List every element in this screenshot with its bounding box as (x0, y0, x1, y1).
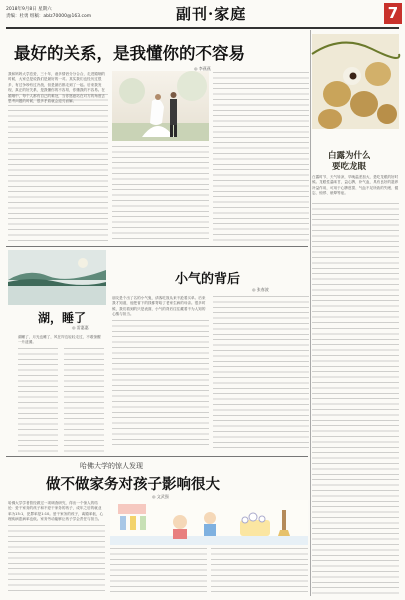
masthead-rule (6, 27, 399, 29)
small-article-headline: 小气的背后 (175, 272, 241, 287)
bottom-col3 (211, 548, 308, 595)
wedding-photo (112, 71, 209, 141)
bottom-col1 (8, 525, 105, 595)
small-article-body: 朋友是个出了名的小气鬼，请客吃饭从来不抢着买单。后来我才知道，他把省下的钱都寄给了老家生病的母亲。很多时候，我们看到的只是表面，小气的背后往往藏着不为人知的心酸与担当。 (112, 296, 206, 317)
poem-body-lines-2 (64, 348, 104, 452)
bottom-headline: 做不做家务对孩子影响很大 (46, 476, 220, 493)
lake-photo (8, 250, 106, 305)
small-article-col2 (213, 296, 309, 448)
bottom-byline: ◎ 文武强 (152, 494, 169, 499)
main-headline: 最好的关系，是我懂你的不容易 (14, 44, 245, 63)
bottom-col2 (110, 548, 207, 595)
date-line: 2018年9月8日 星期六 (6, 7, 52, 12)
housework-illustration (110, 500, 308, 545)
longan-photo (312, 34, 399, 129)
main-byline: ◎ 李燕燕 (194, 66, 211, 71)
small-article-col1 (112, 320, 209, 448)
wedding-photo-image (112, 71, 209, 141)
section-title: 副刊·家庭 (176, 5, 247, 23)
sidebar-title-2: 要吃龙眼 (332, 162, 367, 172)
poem-body-lines (18, 348, 58, 452)
page-number: 7 (387, 4, 399, 22)
section-divider-2 (6, 456, 308, 457)
main-body-col2 (112, 146, 209, 242)
edit-line: 责编：杜勇 组稿：ablz70000@163.com (6, 14, 92, 19)
poem-byline: ◎ 雷惠惠 (72, 325, 89, 330)
column-divider-right (310, 30, 311, 596)
poem-title: 湖，睡了 (38, 311, 87, 325)
bottom-kicker: 哈佛大学的惊人发现 (80, 462, 143, 470)
main-body-col1-lines (8, 94, 108, 242)
small-article-byline: ◎ 张春波 (252, 287, 269, 292)
sidebar-body-lines (312, 203, 399, 323)
sidebar-body: 白露时节，天气转凉，早晚温差加大，是吃龙眼的好时候。龙眼性温味甘，益心脾，补气血，具有良好的滋养补益作用，可用于心脾虚损、气血不足所致的失眠、健忘、惊悸、眩晕等症。 (312, 175, 399, 196)
main-body-col1: 我和妈妈大学恋爱，三十年，诸多情侣分分合合，走进婚姻的时候，大家总是说我们是最好的一对。其实我们也经历过很多，有过争吵有过冷战，但是最后都走到了一起。后来我发现，真正的好关系，是我懂你的不容易，你懂我的不容易。在婚姻中，每个人都有自己的难处，当你愿意站在对方的角度去思考问题的时候，很多矛盾就会迎刃而解。 (8, 72, 106, 104)
main-body-col3 (213, 72, 309, 242)
longan-photo-image (312, 34, 399, 129)
bottom-body: 哈佛大学学者曾经做过一项调查研究，得出一个惊人的结论：爱干家务的孩子和不爱干家务的孩子，成年之后的就业率为15:1，犯罪率是1:10。爱干家务的孩子，离婚率低，心理疾病患病率也低。家务劳动能够让孩子学会责任与担当。 (8, 501, 104, 522)
poem-body: 湖睡了，月光也睡了，风在岸边轻轻走过，不敢惊醒一片涟漪。 (18, 335, 101, 345)
right-column-text (312, 328, 399, 594)
sidebar-title-1: 白露为什么 (328, 151, 371, 161)
page-number-badge (384, 3, 402, 24)
lake-photo-image (8, 250, 106, 305)
masthead (6, 3, 399, 29)
housework-illustration-image (110, 500, 308, 545)
section-divider (6, 246, 308, 247)
